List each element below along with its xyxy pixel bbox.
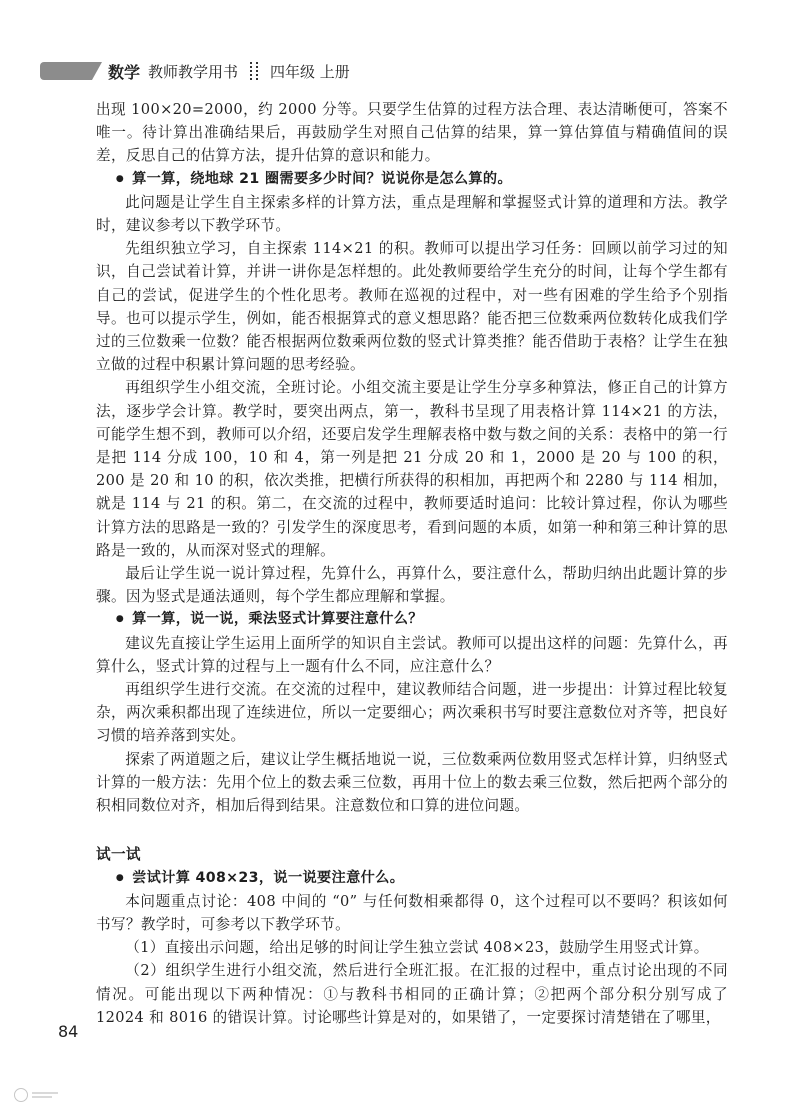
page-body: [96, 98, 728, 1029]
header-tab-marker: [40, 62, 92, 80]
paragraph-11: （2）组织学生进行小组交流，然后进行全班汇报。在汇报的过程中，重点讨论出现的不同情况。可能出现以下两种情况：①与教科书相同的正确计算；②把两个部分积分别写成了 12024 和 8016 的错误计算。讨论哪些计算是对的，如果错了，一定要探讨清楚错在了哪里，: [96, 962, 728, 1026]
bullet-question-1: ● 算一算，绕地球 21 圈需要多少时间？说说你是怎么算的。: [96, 168, 728, 191]
bullet-question-3: ● 尝试计算 408×23，说一说要注意什么。: [96, 867, 728, 890]
page-header: [108, 58, 350, 84]
paragraph-8: 探索了两道题之后，建议让学生概括地说一说，三位数乘两位数用竖式怎样计算，归纳竖式计算的一般方法：先用个位上的数去乘三位数，再用十位上的数去乘三位数，然后把两个部分的积相同数位对齐，相加后得到结果。注意数位和口算的进位问题。: [96, 750, 728, 815]
paragraph-9: 本问题重点讨论：408 中间的 “0” 与任何数相乘都得 0，这个过程可以不要吗？积该如何书写？教学时，可参考以下教学环节。: [96, 892, 728, 933]
page-number: 84: [58, 1022, 79, 1041]
paragraph-7: 再组织学生进行交流。在交流的过程中，建议教师结合问题，进一步提出：计算过程比较复杂，两次乘积都出现了连续进位，所以一定要细心；两次乘积书写时要注意数位对齐等，把良好习惯的培养落到实处。: [96, 681, 728, 745]
paragraph-10: （1）直接出示问题，给出足够的时间让学生独立尝试 408×23，鼓励学生用竖式计算。: [125, 939, 709, 957]
header-subject: 数学: [108, 62, 141, 82]
header-separator: [250, 62, 258, 80]
paragraph-3: 先组织独立学习，自主探索 114×21 的积。教师可以提出学习任务：回顾以前学习过的知识，自己尝试着计算，并讲一讲你是怎样想的。此处教师要给学生充分的时间，让每个学生都有自己的尝试，促进学生的个性化思考。教师在巡视的过程中，对一些有困难的学生给予个别指导。也可以提示学生，例如，能否根据算式的意义想思路？能否把三位数乘两位数转化成我们学过的三位数乘一位数？能否根据两位数乘两位数的竖式计算类推？能否借助于表格？让学生在独立做的过程中积累计算问题的思考经验。: [96, 240, 728, 374]
paragraph-6: 建议先直接让学生运用上面所学的知识自主尝试。教师可以提出这样的问题：先算什么，再算什么，竖式计算的过程与上一题有什么不同，应注意什么？: [96, 634, 728, 675]
section-heading: 试一试: [96, 846, 141, 864]
paragraph-2: 此问题是让学生自主探索多样的计算方法，重点是理解和掌握竖式计算的道理和方法。教学时，建议参考以下教学环节。: [96, 193, 728, 235]
paragraph-1: 出现 100×20=2000，约 2000 分等。只要学生估算的过程方法合理、表达清晰便可，答案不唯一。待计算出准确结果后，再鼓励学生对照自己估算的结果，算一算估算值与精确值间的误差，反思自己的估算方法，提升估算的意识和能力。: [96, 101, 728, 165]
header-grade: 四年级 上册: [270, 62, 350, 81]
bullet-question-2: ● 算一算，说一说，乘法竖式计算要注意什么？: [96, 608, 728, 631]
paragraph-4: 再组织学生小组交流，全班讨论。小组交流主要是让学生分享多种算法，修正自己的计算方法，逐步学会计算。教学时，要突出两点，第一，教科书呈现了用表格计算 114×21 的方法，可能学生想不到，教师可以介绍，还要启发学生理解表格中数与数之间的关系：表格中的第一行是把 114 分成 100，10 和 4，第一列是把 21 分成 20 和 1，2000 是 20 与 100 的积，200 是 20 和 10 的积，依次类推，把横行所获得的积相加，再把两个和 2280 与 114 相加，就是 114 与 21 的积。第二，在交流的过程中，教师要适时追问：比较计算过程，你认为哪些计算方法的思路是一致的？引发学生的深度思考，看到问题的本质，如第一种和第三种计算的思路是一致的，从而深对竖式的理解。: [96, 379, 728, 559]
paragraph-5: 最后让学生说一说计算过程，先算什么，再算什么，要注意什么，帮助归纳出此题计算的步骤。因为竖式是通法通则，每个学生都应理解和掌握。: [96, 565, 728, 606]
publisher-watermark-icon: [14, 1088, 58, 1102]
header-book-title: 教师教学用书: [148, 62, 239, 81]
